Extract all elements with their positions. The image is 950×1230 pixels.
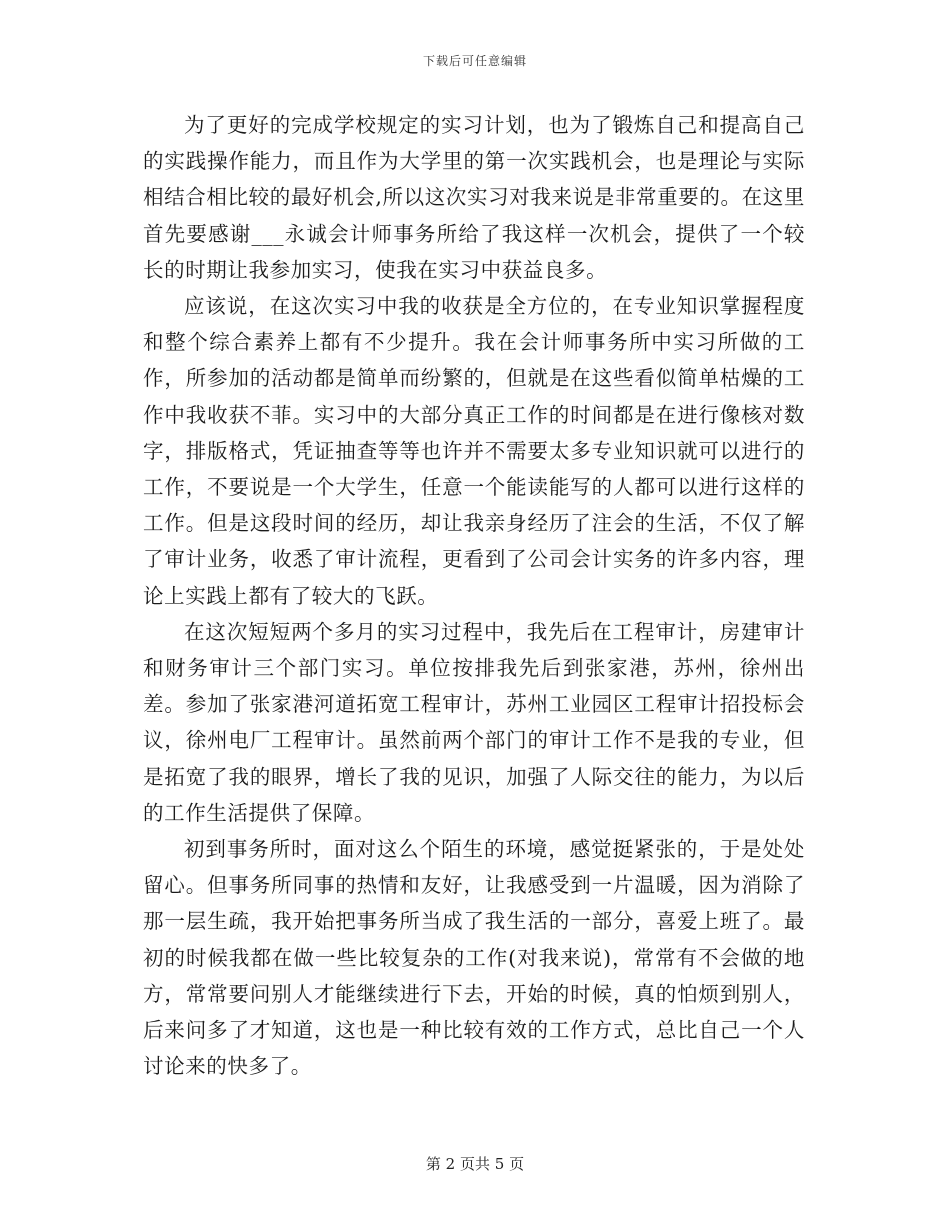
page-footer: 第 2 页共 5 页 (425, 1155, 525, 1173)
page-header: 下载后可任意编辑 (422, 54, 527, 68)
paragraph-3: 在这次短短两个多月的实习过程中，我先后在工程审计，房建审计和财务审计三个部门实习。单位按排我先后到张家港，苏州，徐州出差。参加了张家港河道拓宽工程审计，苏州工业园区工程审计招投标会议，徐州电厂工程审计。虽然前两个部门的审计工作不是我的专业，但是拓宽了我的眼界，增长了我的见识，加强了人际交往的能力，为以后的工作生活提供了保障。 (143, 619, 805, 825)
paragraph-2: 应该说，在这次实习中我的收获是全方位的，在专业知识掌握程度和整个综合素养上都有不少提升。我在会计师事务所中实习所做的工作，所参加的活动都是简单而纷繁的，但就是在这些看似简单枯燥的工作中我收获不菲。实习中的大部分真正工作的时间都是在进行像核对数字，排版格式，凭证抽查等等也许并不需要太多专业知识就可以进行的工作，不要说是一个大学生，任意一个能读能写的人都可以进行这样的工作。但是这段时间的经历，却让我亲身经历了注会的生活，不仅了解了审计业务，收悉了审计流程，更看到了公司会计实务的许多内容，理论上实践上都有了较大的飞跃。 (143, 294, 805, 608)
document-body (143, 107, 805, 1084)
paragraph-1: 为了更好的完成学校规定的实习计划，也为了锻炼自己和提高自己的实践操作能力，而且作为大学里的第一次实践机会，也是理论与实际相结合相比较的最好机会,所以这次实习对我来说是非常重要的。在这里首先要感谢___永诚会计师事务所给了我这样一次机会，提供了一个较长的时期让我参加实习，使我在实习中获益良多。 (143, 113, 805, 282)
paragraph-4: 初到事务所时，面对这么个陌生的环境，感觉挺紧张的，于是处处留心。但事务所同事的热情和友好，让我感受到一片温暖，因为消除了那一层生疏，我开始把事务所当成了我生活的一部分，喜爱上班了。最初的时候我都在做一些比较复杂的工作(对我来说)，常常有不会做的地方，常常要问别人才能继续进行下去，开始的时候，真的怕烦到别人，后来问多了才知道，这也是一种比较有效的工作方式，总比自己一个人讨论来的快多了。 (143, 837, 805, 1079)
